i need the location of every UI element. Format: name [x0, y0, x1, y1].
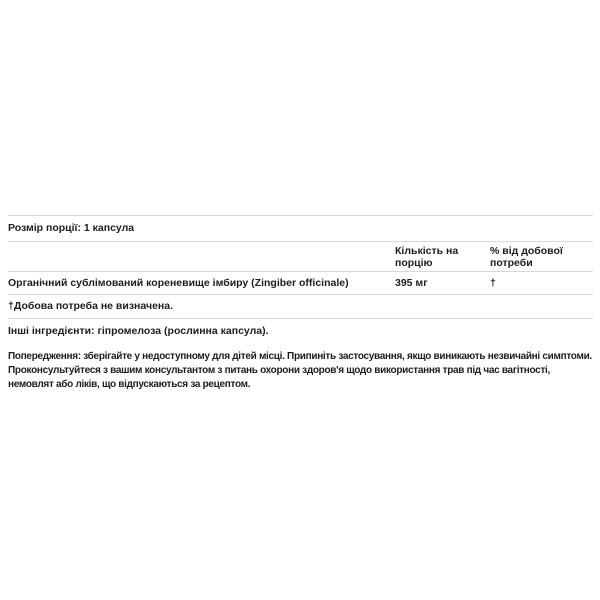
- ingredient-amount: 395 мг: [395, 277, 428, 289]
- column-header-daily-value: [490, 245, 593, 269]
- footnote-row: [8, 294, 593, 318]
- ingredient-name: Органічний сублімований кореневище імбиру (Zingiber officinale): [8, 277, 349, 289]
- other-ingredients-text: Інші інгредієнти: гіпромелоза (рослинна капсула).: [8, 325, 269, 337]
- column-header-ingredient: [8, 245, 395, 269]
- warning-line-2: Проконсультуйтеся з вашим консультантом з питань охорони здоров'я щодо використання трав під час вагітності,: [8, 365, 550, 376]
- supplement-facts-panel: [8, 215, 593, 392]
- warning-line-1: Попередження: зберігайте у недоступному для дітей місці. Припиніть застосування, якщо виникають незвичайні симптоми.: [8, 351, 592, 362]
- column-header-amount-text: Кількість на порцію: [395, 245, 459, 269]
- ingredient-daily-value: †: [490, 277, 496, 289]
- serving-size-row: [8, 215, 593, 241]
- warning-paragraph: [8, 350, 593, 392]
- column-header-daily-value-text: % від добової потреби: [490, 245, 563, 269]
- other-ingredients-row: [8, 318, 593, 338]
- table-row: [8, 271, 593, 294]
- footnote-text: †Добова потреба не визначена.: [8, 300, 174, 312]
- table-header-row: [8, 241, 593, 271]
- warning-line-3: немовлят або ліків, що відпускаються за рецептом.: [8, 379, 251, 390]
- column-header-amount-per-serving: [395, 245, 490, 269]
- serving-size-text: Розмір порції: 1 капсула: [8, 222, 135, 234]
